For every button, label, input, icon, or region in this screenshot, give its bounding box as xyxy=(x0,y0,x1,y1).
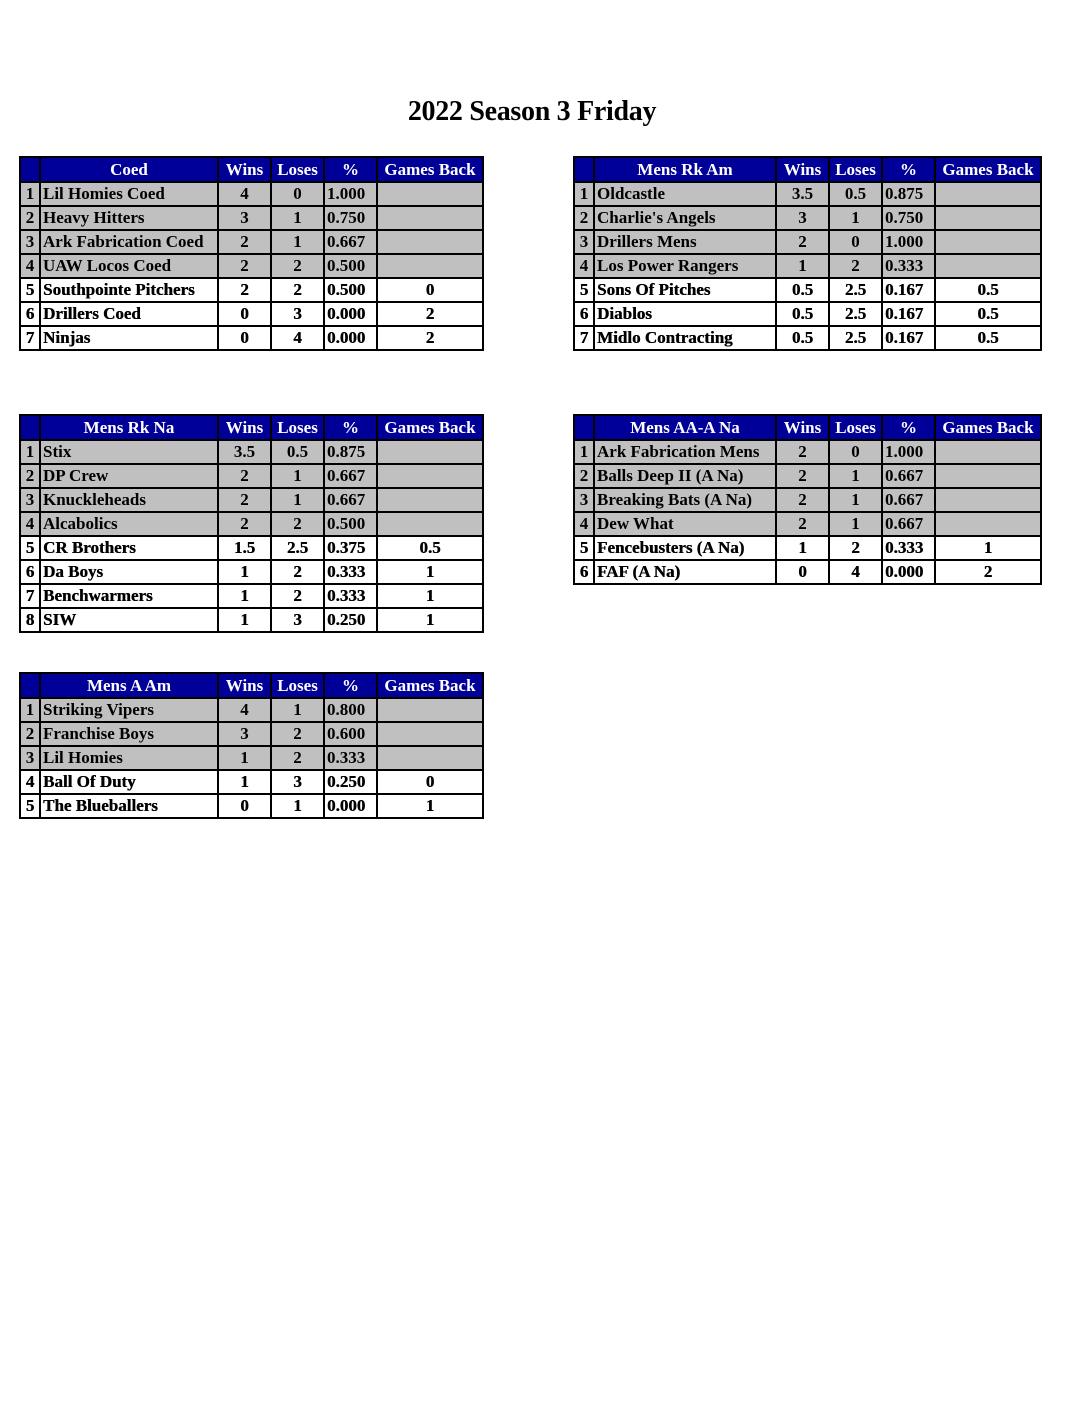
wins-cell: 4 xyxy=(218,182,271,206)
team-name-cell: Alcabolics xyxy=(40,512,218,536)
division-header: Mens Rk Na xyxy=(40,415,218,440)
rank-cell: 1 xyxy=(574,440,594,464)
games-back-cell xyxy=(935,440,1041,464)
pct-cell: 0.667 xyxy=(324,488,377,512)
table-row xyxy=(574,536,1041,560)
rank-header xyxy=(20,673,40,698)
games-back-cell xyxy=(935,230,1041,254)
rank-header xyxy=(574,415,594,440)
pct-cell: 1.000 xyxy=(324,182,377,206)
loses-cell: 1 xyxy=(829,206,882,230)
rank-header xyxy=(20,415,40,440)
rank-cell: 1 xyxy=(20,182,40,206)
team-name-cell: Oldcastle xyxy=(594,182,776,206)
wins-cell: 1 xyxy=(218,584,271,608)
pct-cell: 0.500 xyxy=(324,512,377,536)
games-back-cell xyxy=(935,254,1041,278)
table-row xyxy=(20,254,483,278)
wins-header: Wins xyxy=(218,157,271,182)
wins-cell: 2 xyxy=(776,512,829,536)
wins-cell: 3 xyxy=(776,206,829,230)
rank-cell: 1 xyxy=(574,182,594,206)
table-row xyxy=(20,560,483,584)
games-back-cell xyxy=(377,464,483,488)
rank-cell: 2 xyxy=(20,464,40,488)
wins-cell: 1 xyxy=(218,608,271,632)
loses-cell: 4 xyxy=(829,560,882,584)
pct-cell: 0.250 xyxy=(324,770,377,794)
pct-cell: 1.000 xyxy=(882,230,935,254)
loses-cell: 2 xyxy=(271,560,324,584)
standings-table-mens-a-am xyxy=(19,672,484,819)
rank-cell: 3 xyxy=(574,230,594,254)
rank-cell: 4 xyxy=(20,770,40,794)
pct-header: % xyxy=(324,157,377,182)
loses-cell: 0.5 xyxy=(271,440,324,464)
wins-header: Wins xyxy=(218,673,271,698)
wins-cell: 0 xyxy=(218,794,271,818)
games-back-header: Games Back xyxy=(377,157,483,182)
games-back-header: Games Back xyxy=(935,157,1041,182)
games-back-cell: 1 xyxy=(377,584,483,608)
games-back-cell xyxy=(935,488,1041,512)
table-row xyxy=(20,302,483,326)
table-row xyxy=(20,278,483,302)
table-row xyxy=(20,608,483,632)
team-name-cell: Breaking Bats (A Na) xyxy=(594,488,776,512)
pct-header: % xyxy=(324,673,377,698)
loses-cell: 1 xyxy=(271,464,324,488)
page-title: 2022 Season 3 Friday xyxy=(407,96,657,127)
pct-cell: 0.333 xyxy=(324,746,377,770)
pct-cell: 0.000 xyxy=(324,794,377,818)
team-name-cell: Los Power Rangers xyxy=(594,254,776,278)
games-back-cell: 0 xyxy=(377,770,483,794)
table-row xyxy=(20,746,483,770)
pct-cell: 0.167 xyxy=(882,302,935,326)
wins-cell: 1 xyxy=(218,746,271,770)
wins-cell: 2 xyxy=(218,464,271,488)
pct-header: % xyxy=(882,415,935,440)
wins-cell: 2 xyxy=(218,488,271,512)
table-row xyxy=(20,722,483,746)
team-name-cell: Lil Homies Coed xyxy=(40,182,218,206)
table-row xyxy=(574,326,1041,350)
wins-cell: 3.5 xyxy=(776,182,829,206)
header-row xyxy=(574,415,1041,440)
games-back-cell xyxy=(935,464,1041,488)
table-row xyxy=(20,488,483,512)
team-name-cell: SIW xyxy=(40,608,218,632)
table-row xyxy=(20,182,483,206)
table-row xyxy=(574,560,1041,584)
loses-header: Loses xyxy=(829,415,882,440)
team-name-cell: Charlie's Angels xyxy=(594,206,776,230)
pct-cell: 0.167 xyxy=(882,326,935,350)
team-name-cell: Ninjas xyxy=(40,326,218,350)
rank-cell: 5 xyxy=(20,794,40,818)
team-name-cell: FAF (A Na) xyxy=(594,560,776,584)
games-back-cell: 1 xyxy=(377,794,483,818)
rank-cell: 6 xyxy=(574,560,594,584)
team-name-cell: Drillers Mens xyxy=(594,230,776,254)
team-name-cell: Sons Of Pitches xyxy=(594,278,776,302)
pct-cell: 0.500 xyxy=(324,254,377,278)
table-row xyxy=(20,584,483,608)
pct-cell: 0.667 xyxy=(882,488,935,512)
team-name-cell: Diablos xyxy=(594,302,776,326)
games-back-cell: 2 xyxy=(377,326,483,350)
table-row xyxy=(20,326,483,350)
loses-cell: 0 xyxy=(829,230,882,254)
wins-cell: 3 xyxy=(218,206,271,230)
wins-cell: 2 xyxy=(218,512,271,536)
standings-table-mens-rk-na xyxy=(19,414,484,633)
wins-cell: 0.5 xyxy=(776,326,829,350)
pct-cell: 0.333 xyxy=(882,254,935,278)
team-name-cell: DP Crew xyxy=(40,464,218,488)
rank-cell: 1 xyxy=(20,440,40,464)
rank-cell: 8 xyxy=(20,608,40,632)
division-header: Coed xyxy=(40,157,218,182)
loses-cell: 2 xyxy=(829,536,882,560)
loses-cell: 3 xyxy=(271,770,324,794)
loses-cell: 2 xyxy=(271,254,324,278)
pct-cell: 0.667 xyxy=(324,464,377,488)
team-name-cell: Knuckleheads xyxy=(40,488,218,512)
wins-cell: 1 xyxy=(218,770,271,794)
wins-cell: 4 xyxy=(218,698,271,722)
table-row xyxy=(574,440,1041,464)
wins-cell: 1.5 xyxy=(218,536,271,560)
loses-cell: 1 xyxy=(829,488,882,512)
division-header: Mens A Am xyxy=(40,673,218,698)
games-back-cell xyxy=(377,440,483,464)
table-row xyxy=(20,464,483,488)
rank-cell: 5 xyxy=(20,278,40,302)
rank-cell: 6 xyxy=(20,560,40,584)
table-row xyxy=(574,206,1041,230)
pct-cell: 0.875 xyxy=(324,440,377,464)
loses-cell: 0.5 xyxy=(829,182,882,206)
loses-cell: 2.5 xyxy=(829,278,882,302)
team-name-cell: Striking Vipers xyxy=(40,698,218,722)
team-name-cell: Heavy Hitters xyxy=(40,206,218,230)
wins-cell: 2 xyxy=(776,464,829,488)
table-row xyxy=(574,488,1041,512)
header-row xyxy=(20,415,483,440)
team-name-cell: Drillers Coed xyxy=(40,302,218,326)
pct-cell: 0.750 xyxy=(882,206,935,230)
wins-cell: 0 xyxy=(776,560,829,584)
table-row xyxy=(574,464,1041,488)
table-row xyxy=(20,440,483,464)
rank-cell: 7 xyxy=(20,584,40,608)
pct-cell: 0.875 xyxy=(882,182,935,206)
rank-cell: 4 xyxy=(574,254,594,278)
games-back-cell: 0.5 xyxy=(935,302,1041,326)
pct-cell: 0.667 xyxy=(882,464,935,488)
games-back-cell: 0.5 xyxy=(935,326,1041,350)
wins-cell: 0.5 xyxy=(776,302,829,326)
wins-cell: 2 xyxy=(218,278,271,302)
table-row xyxy=(574,254,1041,278)
pct-header: % xyxy=(882,157,935,182)
games-back-cell xyxy=(377,182,483,206)
team-name-cell: Midlo Contracting xyxy=(594,326,776,350)
wins-cell: 2 xyxy=(218,230,271,254)
standings-table-coed xyxy=(19,156,484,351)
rank-cell: 1 xyxy=(20,698,40,722)
table-row xyxy=(20,230,483,254)
table-row xyxy=(574,512,1041,536)
games-back-cell: 1 xyxy=(935,536,1041,560)
table-row xyxy=(574,230,1041,254)
team-name-cell: Dew What xyxy=(594,512,776,536)
team-name-cell: Franchise Boys xyxy=(40,722,218,746)
rank-cell: 2 xyxy=(574,464,594,488)
games-back-cell: 2 xyxy=(377,302,483,326)
rank-cell: 3 xyxy=(20,488,40,512)
loses-cell: 2 xyxy=(271,512,324,536)
standings-table-mens-rk-am xyxy=(573,156,1042,351)
pct-header: % xyxy=(324,415,377,440)
team-name-cell: Ark Fabrication Coed xyxy=(40,230,218,254)
table-row xyxy=(20,512,483,536)
games-back-cell xyxy=(935,512,1041,536)
rank-cell: 6 xyxy=(574,302,594,326)
team-name-cell: Stix xyxy=(40,440,218,464)
team-name-cell: The Blueballers xyxy=(40,794,218,818)
pct-cell: 1.000 xyxy=(882,440,935,464)
rank-cell: 4 xyxy=(574,512,594,536)
games-back-header: Games Back xyxy=(377,673,483,698)
pct-cell: 0.667 xyxy=(324,230,377,254)
rank-cell: 5 xyxy=(574,536,594,560)
team-name-cell: Lil Homies xyxy=(40,746,218,770)
games-back-header: Games Back xyxy=(935,415,1041,440)
team-name-cell: CR Brothers xyxy=(40,536,218,560)
team-name-cell: Balls Deep II (A Na) xyxy=(594,464,776,488)
loses-cell: 4 xyxy=(271,326,324,350)
loses-header: Loses xyxy=(829,157,882,182)
standings-table-mens-aa-a-na xyxy=(573,414,1042,585)
wins-header: Wins xyxy=(218,415,271,440)
loses-cell: 2 xyxy=(271,584,324,608)
games-back-cell xyxy=(377,254,483,278)
pct-cell: 0.375 xyxy=(324,536,377,560)
wins-cell: 0 xyxy=(218,326,271,350)
games-back-cell: 1 xyxy=(377,608,483,632)
games-back-cell xyxy=(935,206,1041,230)
loses-header: Loses xyxy=(271,673,324,698)
games-back-cell: 0.5 xyxy=(935,278,1041,302)
rank-cell: 6 xyxy=(20,302,40,326)
team-name-cell: Ball Of Duty xyxy=(40,770,218,794)
wins-cell: 1 xyxy=(218,560,271,584)
rank-cell: 3 xyxy=(20,230,40,254)
games-back-cell xyxy=(377,698,483,722)
loses-header: Loses xyxy=(271,157,324,182)
rank-cell: 2 xyxy=(574,206,594,230)
pct-cell: 0.250 xyxy=(324,608,377,632)
games-back-cell: 2 xyxy=(935,560,1041,584)
pct-cell: 0.167 xyxy=(882,278,935,302)
rank-cell: 5 xyxy=(574,278,594,302)
rank-cell: 4 xyxy=(20,254,40,278)
loses-cell: 2.5 xyxy=(829,326,882,350)
loses-cell: 1 xyxy=(271,488,324,512)
loses-cell: 1 xyxy=(829,512,882,536)
pct-cell: 0.333 xyxy=(882,536,935,560)
pct-cell: 0.333 xyxy=(324,584,377,608)
loses-cell: 2 xyxy=(271,278,324,302)
games-back-cell: 1 xyxy=(377,560,483,584)
header-row xyxy=(20,157,483,182)
wins-cell: 1 xyxy=(776,536,829,560)
table-row xyxy=(574,182,1041,206)
rank-cell: 2 xyxy=(20,206,40,230)
pct-cell: 0.800 xyxy=(324,698,377,722)
loses-cell: 1 xyxy=(829,464,882,488)
loses-cell: 1 xyxy=(271,698,324,722)
pct-cell: 0.750 xyxy=(324,206,377,230)
table-row xyxy=(20,770,483,794)
games-back-cell xyxy=(377,488,483,512)
loses-cell: 2.5 xyxy=(829,302,882,326)
loses-cell: 0 xyxy=(271,182,324,206)
games-back-cell: 0 xyxy=(377,278,483,302)
pct-cell: 0.000 xyxy=(882,560,935,584)
wins-cell: 1 xyxy=(776,254,829,278)
table-row xyxy=(20,206,483,230)
loses-cell: 2 xyxy=(829,254,882,278)
rank-cell: 3 xyxy=(574,488,594,512)
loses-header: Loses xyxy=(271,415,324,440)
table-row xyxy=(20,536,483,560)
team-name-cell: Da Boys xyxy=(40,560,218,584)
loses-cell: 1 xyxy=(271,206,324,230)
pct-cell: 0.000 xyxy=(324,302,377,326)
rank-header xyxy=(574,157,594,182)
games-back-cell xyxy=(377,230,483,254)
rank-cell: 5 xyxy=(20,536,40,560)
team-name-cell: Fencebusters (A Na) xyxy=(594,536,776,560)
wins-cell: 3.5 xyxy=(218,440,271,464)
loses-cell: 1 xyxy=(271,794,324,818)
team-name-cell: Ark Fabrication Mens xyxy=(594,440,776,464)
rank-cell: 7 xyxy=(20,326,40,350)
loses-cell: 2 xyxy=(271,746,324,770)
games-back-cell xyxy=(377,512,483,536)
games-back-cell xyxy=(377,722,483,746)
table-row xyxy=(20,794,483,818)
wins-cell: 2 xyxy=(776,488,829,512)
wins-cell: 2 xyxy=(776,230,829,254)
loses-cell: 1 xyxy=(271,230,324,254)
games-back-cell: 0.5 xyxy=(377,536,483,560)
pct-cell: 0.500 xyxy=(324,278,377,302)
games-back-cell xyxy=(377,206,483,230)
games-back-header: Games Back xyxy=(377,415,483,440)
header-row xyxy=(20,673,483,698)
division-header: Mens Rk Am xyxy=(594,157,776,182)
loses-cell: 0 xyxy=(829,440,882,464)
rank-header xyxy=(20,157,40,182)
pct-cell: 0.333 xyxy=(324,560,377,584)
rank-cell: 4 xyxy=(20,512,40,536)
loses-cell: 3 xyxy=(271,608,324,632)
games-back-cell xyxy=(377,746,483,770)
team-name-cell: UAW Locos Coed xyxy=(40,254,218,278)
wins-cell: 2 xyxy=(776,440,829,464)
division-header: Mens AA-A Na xyxy=(594,415,776,440)
team-name-cell: Benchwarmers xyxy=(40,584,218,608)
loses-cell: 2 xyxy=(271,722,324,746)
pct-cell: 0.667 xyxy=(882,512,935,536)
wins-header: Wins xyxy=(776,157,829,182)
rank-cell: 2 xyxy=(20,722,40,746)
table-row xyxy=(574,302,1041,326)
loses-cell: 3 xyxy=(271,302,324,326)
pct-cell: 0.600 xyxy=(324,722,377,746)
team-name-cell: Southpointe Pitchers xyxy=(40,278,218,302)
rank-cell: 3 xyxy=(20,746,40,770)
pct-cell: 0.000 xyxy=(324,326,377,350)
games-back-cell xyxy=(935,182,1041,206)
wins-cell: 2 xyxy=(218,254,271,278)
wins-cell: 0.5 xyxy=(776,278,829,302)
rank-cell: 7 xyxy=(574,326,594,350)
loses-cell: 2.5 xyxy=(271,536,324,560)
wins-cell: 3 xyxy=(218,722,271,746)
wins-header: Wins xyxy=(776,415,829,440)
table-row xyxy=(20,698,483,722)
table-row xyxy=(574,278,1041,302)
wins-cell: 0 xyxy=(218,302,271,326)
header-row xyxy=(574,157,1041,182)
